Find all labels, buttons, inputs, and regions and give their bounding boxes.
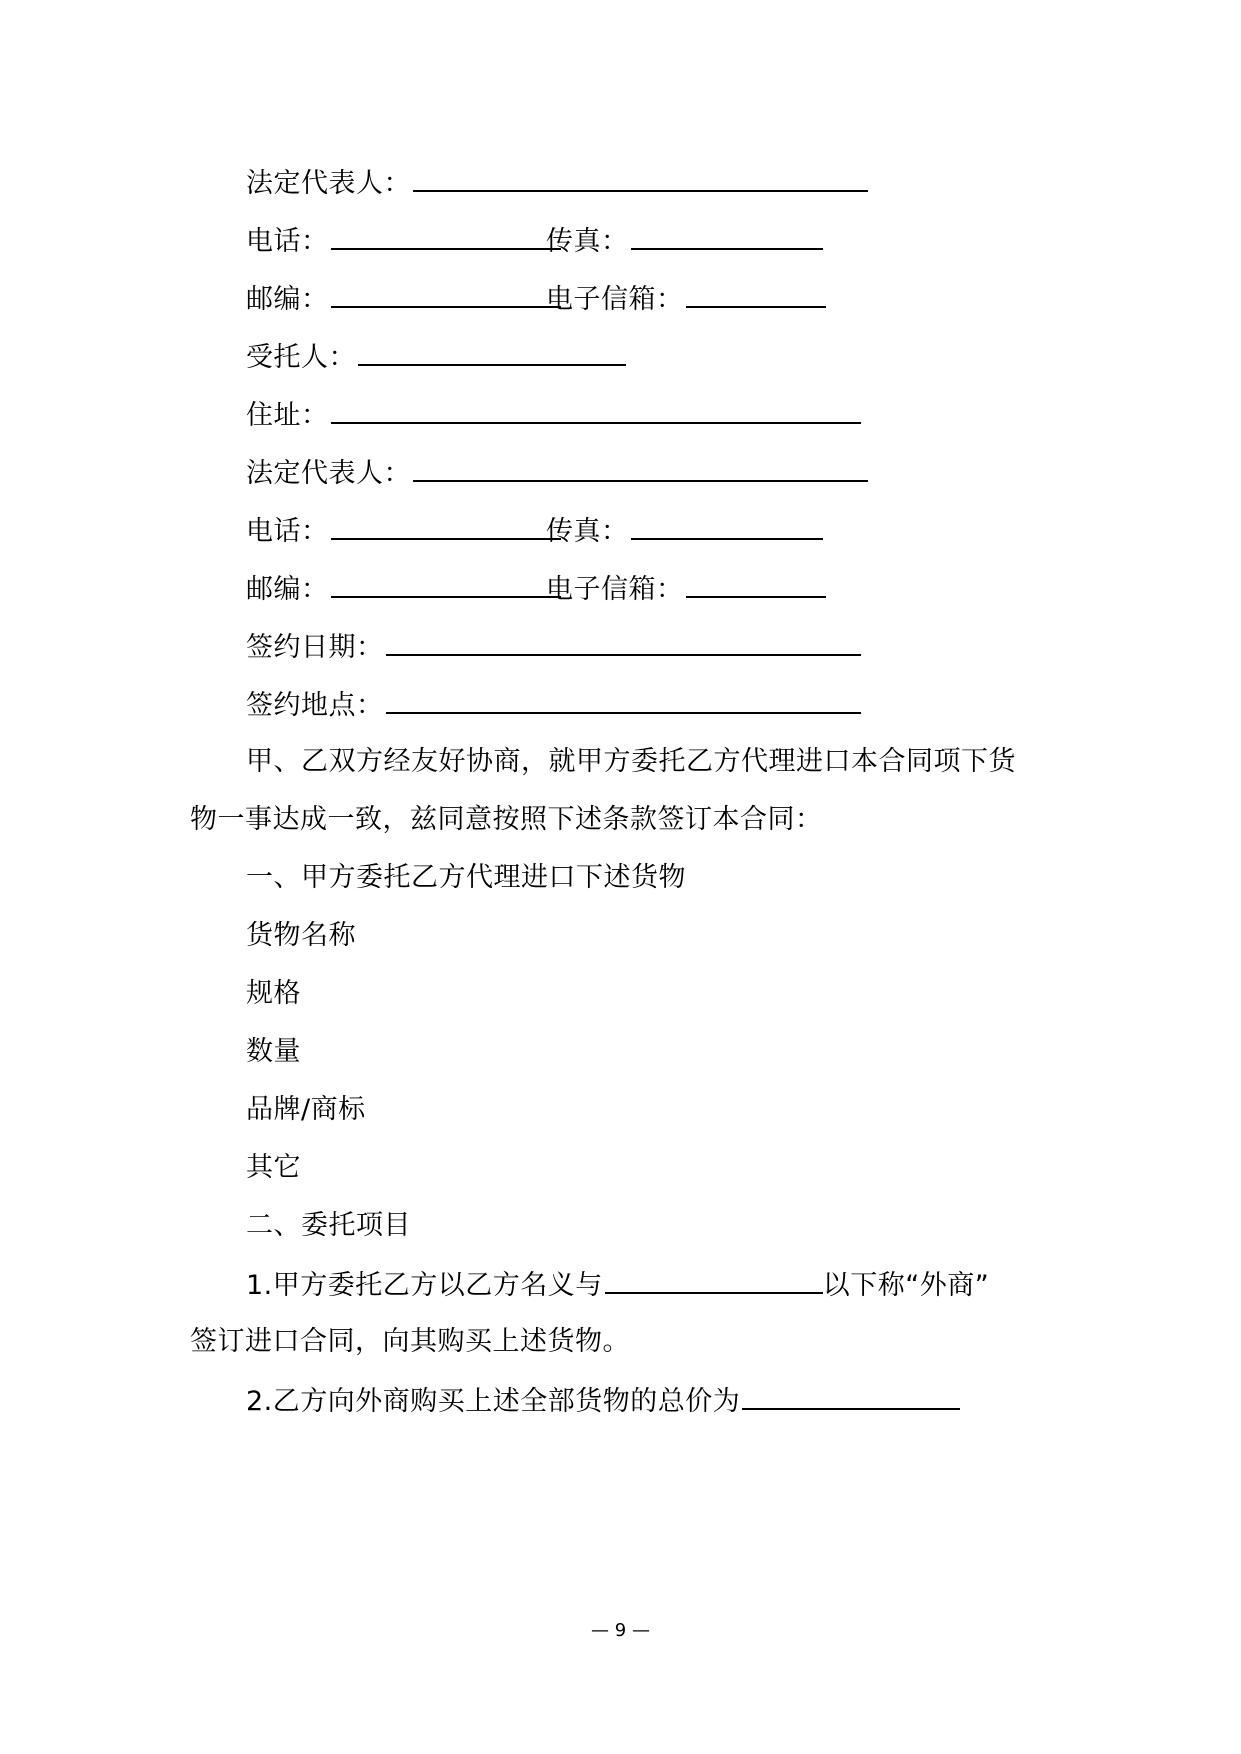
sign-date-label: 签约日期： bbox=[246, 632, 384, 663]
item-1-text-a: 1.甲方委托乙方以乙方名义与 bbox=[246, 1270, 603, 1301]
party-a-legal-rep-label: 法定代表人： bbox=[246, 168, 411, 199]
item-1-text-b: 以下称“外商” bbox=[822, 1270, 990, 1301]
sign-place-field[interactable] bbox=[386, 682, 861, 714]
item-1-line-1 bbox=[246, 1262, 989, 1306]
sign-date-row bbox=[246, 624, 861, 668]
party-b-postcode-email-row bbox=[246, 566, 946, 610]
total-price-field[interactable] bbox=[742, 1378, 960, 1410]
party-a-phone-label: 电话： bbox=[246, 226, 329, 257]
spec-item: 规格 bbox=[246, 978, 301, 1009]
party-a-legal-rep-field[interactable] bbox=[413, 160, 868, 192]
trustee-field[interactable] bbox=[358, 334, 626, 366]
trustee-label: 受托人： bbox=[246, 342, 356, 373]
section-1-title: 一、甲方委托乙方代理进口下述货物 bbox=[246, 862, 686, 893]
party-b-phone-label: 电话： bbox=[246, 516, 329, 547]
party-a-postcode-field[interactable] bbox=[331, 276, 561, 308]
party-a-legal-rep-row bbox=[246, 160, 868, 204]
party-a-email-label: 电子信箱： bbox=[546, 284, 684, 315]
party-b-phone-fax-row bbox=[246, 508, 946, 552]
page-number: — 9 — bbox=[591, 1620, 650, 1641]
party-a-postcode-email-row bbox=[246, 276, 946, 320]
party-b-phone-group bbox=[246, 508, 561, 554]
party-b-fax-group bbox=[546, 508, 823, 554]
sign-place-label: 签约地点： bbox=[246, 690, 384, 721]
party-a-phone-fax-row bbox=[246, 218, 946, 262]
quantity-item: 数量 bbox=[246, 1036, 301, 1067]
party-a-postcode-group bbox=[246, 276, 561, 322]
party-a-phone-group bbox=[246, 218, 561, 264]
party-a-fax-field[interactable] bbox=[631, 218, 823, 250]
party-b-postcode-group bbox=[246, 566, 561, 612]
party-b-postcode-label: 邮编： bbox=[246, 574, 329, 605]
party-b-fax-field[interactable] bbox=[631, 508, 823, 540]
item-2-text-a: 2.乙方向外商购买上述全部货物的总价为 bbox=[246, 1386, 741, 1417]
intro-paragraph-line-2: 物一事达成一致，兹同意按照下述条款签订本合同： bbox=[190, 804, 823, 835]
trustee-row bbox=[246, 334, 626, 378]
item-1-line-2: 签订进口合同，向其购买上述货物。 bbox=[190, 1326, 630, 1357]
address-row bbox=[246, 392, 861, 436]
brand-item: 品牌/商标 bbox=[246, 1094, 366, 1125]
party-a-email-field[interactable] bbox=[686, 276, 826, 308]
party-a-fax-label: 传真： bbox=[546, 226, 629, 257]
party-a-postcode-label: 邮编： bbox=[246, 284, 329, 315]
party-b-email-field[interactable] bbox=[686, 566, 826, 598]
party-b-email-group bbox=[546, 566, 826, 612]
party-b-postcode-field[interactable] bbox=[331, 566, 561, 598]
party-b-legal-rep-row bbox=[246, 450, 868, 494]
sign-date-field[interactable] bbox=[386, 624, 861, 656]
party-b-legal-rep-label: 法定代表人： bbox=[246, 458, 411, 489]
address-field[interactable] bbox=[331, 392, 861, 424]
other-item: 其它 bbox=[246, 1152, 301, 1183]
item-2-line-1 bbox=[246, 1378, 960, 1422]
party-a-fax-group bbox=[546, 218, 823, 264]
address-label: 住址： bbox=[246, 400, 329, 431]
party-a-email-group bbox=[546, 276, 826, 322]
section-2-title: 二、委托项目 bbox=[246, 1210, 411, 1241]
foreign-party-field[interactable] bbox=[605, 1262, 823, 1294]
sign-place-row bbox=[246, 682, 861, 726]
party-b-phone-field[interactable] bbox=[331, 508, 561, 540]
party-b-fax-label: 传真： bbox=[546, 516, 629, 547]
party-a-phone-field[interactable] bbox=[331, 218, 561, 250]
intro-paragraph-line-1: 甲、乙双方经友好协商，就甲方委托乙方代理进口本合同项下货 bbox=[246, 746, 1016, 777]
party-b-email-label: 电子信箱： bbox=[546, 574, 684, 605]
party-b-legal-rep-field[interactable] bbox=[413, 450, 868, 482]
goods-name-item: 货物名称 bbox=[246, 920, 356, 951]
